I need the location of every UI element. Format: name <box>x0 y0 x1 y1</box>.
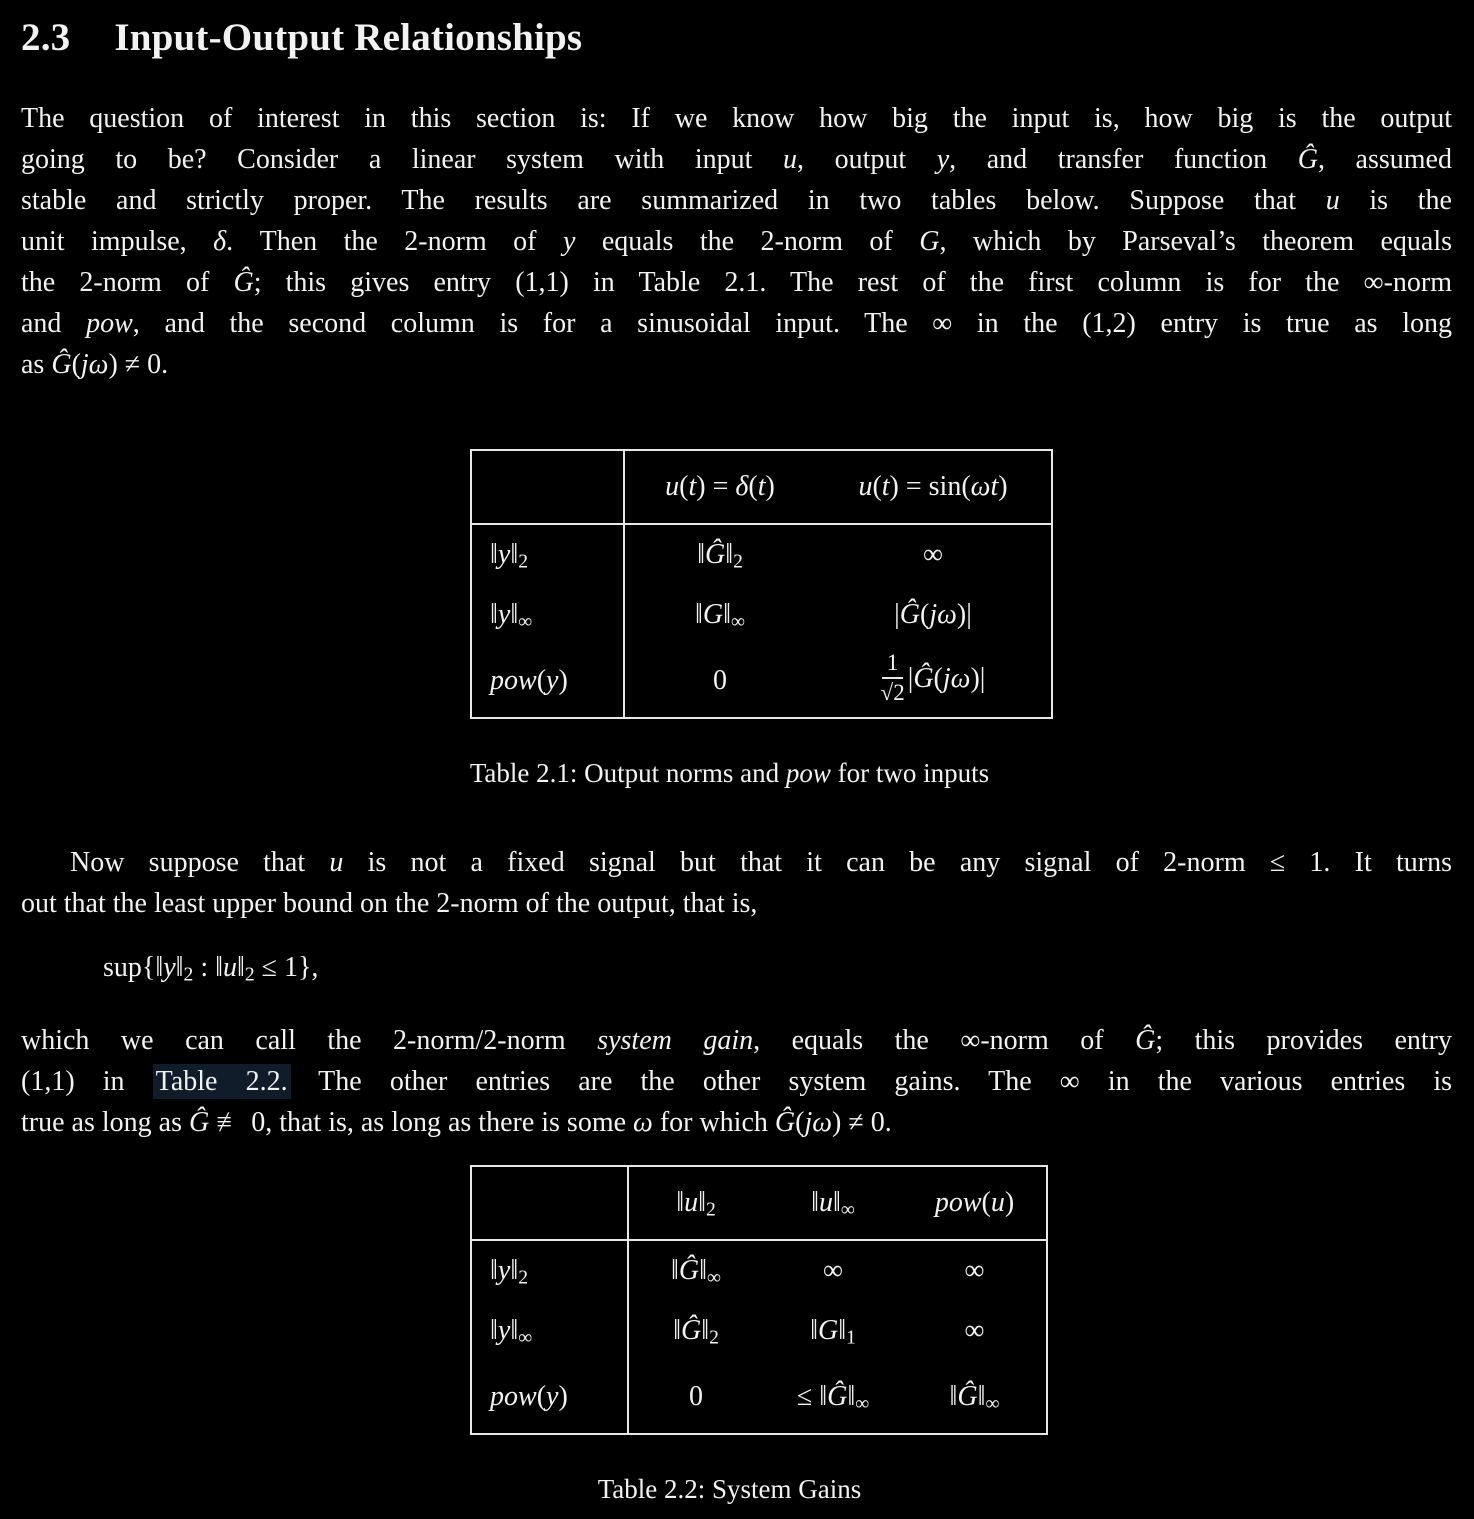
text-run: ‖ <box>490 1315 498 1346</box>
text-run: ( <box>748 471 758 502</box>
text-run: going to be? Consider a linear system with input <box>21 144 784 175</box>
text-run: Ĝ <box>188 1107 210 1138</box>
text-run: ‖ <box>838 1315 847 1346</box>
paragraph-3 <box>21 1020 1452 1143</box>
table-cell <box>763 1361 903 1434</box>
text-run: ‖ <box>949 1381 958 1412</box>
paragraph-2 <box>21 842 1452 924</box>
text-run: 1 <box>846 1327 856 1349</box>
text-run: ( <box>536 1381 547 1412</box>
table-cell <box>763 1240 903 1301</box>
table-cell <box>903 1301 1047 1361</box>
text-run: Ĝ <box>1297 144 1318 175</box>
row-label-y-infnorm <box>471 585 624 645</box>
text-run: 2 <box>183 964 194 986</box>
text-run: ) <box>558 1381 568 1412</box>
text-run: ≢ 0, that is, as long as there is some <box>209 1107 634 1138</box>
table-2-1-header-row <box>471 450 1052 524</box>
text-run: | <box>894 599 900 630</box>
text-run: G <box>919 226 940 257</box>
text-line <box>21 344 1452 385</box>
text-run: u <box>329 847 344 878</box>
text-run: u <box>665 471 680 502</box>
text-run: , and the second column is for a sinusoidal input. The ∞ in the (1,2) entry is true as long <box>132 308 1452 339</box>
text-run: Ĝ <box>827 1381 848 1412</box>
text-run: u <box>222 952 237 983</box>
text-run: Ĝ <box>233 267 254 298</box>
text-run: Ĝ <box>51 349 72 380</box>
text-run: ∞ <box>823 1255 843 1286</box>
text-run: ) <box>765 471 775 502</box>
row-label-pow-y <box>471 1361 628 1434</box>
text-run: 2 <box>518 551 528 573</box>
text-run: ∞ <box>964 1255 985 1286</box>
row-label-pow-y <box>471 645 624 718</box>
text-line <box>21 262 1452 303</box>
text-run: ‖ <box>701 1315 710 1346</box>
text-run: δ <box>735 471 749 502</box>
text-run: ‖ <box>725 539 734 570</box>
table-cell <box>903 1361 1047 1434</box>
table-2-2 <box>470 1165 1048 1435</box>
table-cell <box>624 645 815 718</box>
text-run: Ĝ <box>680 1315 702 1346</box>
text-line <box>21 1061 1452 1102</box>
text-line <box>21 883 1452 924</box>
text-run: Table 2.2: System Gains <box>597 1474 862 1504</box>
text-run: ‖ <box>510 539 519 570</box>
table-2-2-col-header-pow-u <box>903 1166 1047 1240</box>
text-run: ∞ <box>518 1327 533 1349</box>
text-run: ≤ 1}, <box>254 952 319 983</box>
text-run: jω <box>942 663 971 695</box>
text-run: system gain <box>597 1025 754 1056</box>
text-run: u <box>990 1187 1005 1218</box>
text-run: for which <box>652 1107 775 1138</box>
table-2-2-corner-cell <box>471 1166 628 1240</box>
text-run: ‖ <box>510 1315 519 1346</box>
table-2-1 <box>470 449 1053 719</box>
text-run: Ĝ <box>678 1255 700 1286</box>
table-row <box>471 1361 1047 1434</box>
text-run: 2 <box>733 551 743 573</box>
text-run: ) = <box>696 471 736 502</box>
text-run: y <box>546 1381 559 1412</box>
table-cell <box>763 1301 903 1361</box>
table-cell <box>628 1361 763 1434</box>
text-run: true as long as <box>21 1107 189 1138</box>
text-run: ; this provides entry <box>1155 1025 1453 1056</box>
text-run: y <box>497 1255 511 1286</box>
table-row <box>471 524 1052 585</box>
text-run: which we can call the 2-norm/2-norm <box>21 1025 598 1056</box>
row-label-y-infnorm <box>471 1301 628 1361</box>
text-run: ‖ <box>490 599 498 630</box>
text-run: pow <box>785 758 831 788</box>
text-run: is the <box>1339 185 1452 216</box>
text-run: y <box>163 952 176 983</box>
text-run: ‖ <box>847 1381 856 1412</box>
table-cell <box>815 585 1052 645</box>
text-run: ) <box>1004 1187 1015 1218</box>
table-2-2-link[interactable]: Table 2.2. <box>153 1064 291 1099</box>
text-run: ( <box>795 1107 805 1138</box>
text-run: 0 <box>713 665 727 696</box>
text-run: u <box>684 1187 699 1218</box>
fraction: $\frac{1}{√2}$ <box>880 650 905 705</box>
text-run: ( <box>920 599 930 630</box>
table-row <box>471 1301 1047 1361</box>
table-cell <box>903 1240 1047 1301</box>
text-run: ( <box>536 665 547 696</box>
text-run: ‖ <box>699 1255 707 1286</box>
text-line <box>21 139 1452 180</box>
text-run: Ĝ <box>774 1107 796 1138</box>
text-run: 2 <box>518 1267 528 1289</box>
text-run: ‖ <box>811 1187 820 1218</box>
table-2-1-caption <box>21 753 1452 794</box>
text-line <box>21 221 1452 262</box>
text-run: y <box>497 539 511 570</box>
text-run: )| <box>956 599 972 630</box>
text-run: jω <box>804 1107 833 1138</box>
text-run: ‖ <box>175 952 184 983</box>
section-heading <box>21 16 1452 60</box>
text-run: : ‖ <box>193 952 223 983</box>
sup-equation <box>21 944 1452 992</box>
text-run: ) <box>558 665 568 696</box>
table-cell <box>624 585 815 645</box>
table-row <box>471 585 1052 645</box>
text-run: t <box>881 471 890 502</box>
text-run: ‖ <box>510 599 519 630</box>
text-run: ) <box>998 471 1008 502</box>
text-run: ‖ <box>490 539 498 570</box>
text-run: y <box>936 144 950 175</box>
text-run: δ <box>213 226 227 257</box>
text-run: y <box>497 599 511 630</box>
text-run: ∞ <box>731 611 745 633</box>
text-run: ‖ <box>698 1187 706 1218</box>
text-run: | <box>907 663 914 695</box>
text-run: Ĝ <box>913 663 934 695</box>
text-run: ‖ <box>236 952 245 983</box>
text-run: ‖ <box>695 599 703 630</box>
text-run: 2 <box>709 1327 719 1349</box>
text-run: ‖ <box>510 1255 519 1286</box>
text-run: ‖ <box>671 1255 679 1286</box>
text-run: ‖ <box>697 539 705 570</box>
text-run: ( <box>679 471 689 502</box>
table-cell <box>628 1301 763 1361</box>
text-run: ( <box>872 471 882 502</box>
text-line <box>21 842 1452 883</box>
table-cell <box>628 1240 763 1301</box>
text-line <box>21 1102 1452 1143</box>
text-run: for two inputs <box>830 758 990 788</box>
text-run: stable and strictly proper. The results are summarized in two tables below. Suppose that <box>21 185 1326 216</box>
text-run: The question of interest in this section is: If we know how big the input is, how big is the output <box>21 103 1452 134</box>
text-run: u <box>1325 185 1340 216</box>
text-run: u <box>783 144 798 175</box>
text-run: Ĝ <box>899 599 920 630</box>
text-run: Table 2.1: Output norms and <box>469 758 786 788</box>
text-run: y <box>497 1315 511 1346</box>
text-run: y <box>546 665 559 696</box>
text-run: pow <box>490 1381 537 1412</box>
text-run: The other entries are the other system gains. The ∞ in the various entries is <box>290 1066 1452 1097</box>
text-run: ( <box>933 663 943 695</box>
text-run: ) = sin( <box>889 471 971 502</box>
text-run: y <box>562 226 576 257</box>
text-run: 0 <box>689 1381 703 1412</box>
text-run: ‖ <box>673 1315 681 1346</box>
text-run: ( <box>981 1187 991 1218</box>
text-run: 2 <box>705 1199 716 1221</box>
table-cell <box>815 524 1052 585</box>
section-number: 2.3 <box>21 16 71 59</box>
text-run: ∞ <box>855 1393 870 1415</box>
text-run: jω <box>929 599 957 630</box>
text-run: G <box>702 599 724 630</box>
text-run: ) ≠ 0. <box>832 1107 892 1138</box>
text-run: ωt <box>970 471 999 502</box>
text-run: Now suppose that <box>70 847 330 878</box>
text-run: ∞ <box>964 1315 985 1346</box>
table-2-2-header-row <box>471 1166 1047 1240</box>
text-run: ) ≠ 0. <box>108 349 169 380</box>
text-run: , and transfer function <box>949 144 1298 175</box>
text-run: t <box>688 471 697 502</box>
text-run: ∞ <box>840 1199 855 1221</box>
table-row <box>471 1240 1047 1301</box>
table-2-2-col-header-u-2norm <box>628 1166 763 1240</box>
text-run: the 2-norm of <box>21 267 234 298</box>
text-run: pow <box>86 308 133 339</box>
table-2-2-col-header-u-infnorm <box>763 1166 903 1240</box>
text-run: pow <box>490 665 537 696</box>
text-run: ‖ <box>723 599 731 630</box>
text-run: Ĝ <box>1135 1025 1156 1056</box>
text-line <box>21 98 1452 139</box>
text-run: t <box>757 471 766 502</box>
table-2-1-col-header-sinusoid <box>815 450 1052 524</box>
row-label-y-2norm <box>471 1240 628 1301</box>
paragraph-intro <box>21 98 1452 385</box>
table-2-1-col-header-impulse <box>624 450 815 524</box>
text-run: ω <box>633 1107 653 1138</box>
text-run: unit impulse, <box>21 226 214 257</box>
text-run: 2 <box>244 964 255 986</box>
text-run: ‖ <box>977 1381 986 1412</box>
text-run: . Then the 2-norm of <box>226 226 563 257</box>
text-run: out that the least upper bound on the 2-norm of the output, that is, <box>21 888 758 919</box>
table-cell <box>624 524 815 585</box>
text-run: ∞ <box>518 611 533 633</box>
text-run: ∞ <box>985 1393 1000 1415</box>
text-line <box>21 180 1452 221</box>
text-run: ( <box>71 349 81 380</box>
text-run: ‖ <box>676 1187 685 1218</box>
table-2-1-corner-cell <box>471 450 624 524</box>
text-run: jω <box>80 349 109 380</box>
table-row <box>471 645 1052 718</box>
text-run: u <box>819 1187 834 1218</box>
text-run: ∞ <box>707 1267 721 1289</box>
row-label-y-2norm <box>471 524 624 585</box>
text-run: , output <box>797 144 937 175</box>
text-run: ≤ ‖ <box>796 1381 828 1412</box>
text-run: sup{‖ <box>103 952 164 983</box>
text-run: , assumed <box>1317 144 1452 175</box>
text-line <box>21 303 1452 344</box>
text-run: Ĝ <box>957 1381 978 1412</box>
text-run: )| <box>970 663 986 695</box>
text-run: ; this gives entry (1,1) in Table 2.1. The rest of the first column is for the ∞-norm <box>253 267 1452 298</box>
text-run: , equals the ∞-norm of <box>753 1025 1136 1056</box>
text-run: Ĝ <box>704 539 726 570</box>
text-line <box>21 1020 1452 1061</box>
text-run: u <box>858 471 873 502</box>
text-run: is not a fixed signal but that it can be any signal of 2-norm ≤ 1. It turns <box>343 847 1453 878</box>
text-run: ∞ <box>923 539 943 570</box>
table-2-2-caption <box>21 1469 1452 1510</box>
text-run: ‖ <box>833 1187 841 1218</box>
text-run: ‖ <box>490 1255 498 1286</box>
text-run: and <box>21 308 87 339</box>
table-cell <box>815 645 1052 718</box>
text-run: equals the 2-norm of <box>575 226 920 257</box>
text-run: as <box>21 349 52 380</box>
text-run: (1,1) in <box>21 1066 153 1097</box>
text-run: pow <box>934 1187 982 1218</box>
text-run: , which by Parseval’s theorem equals <box>939 226 1453 257</box>
section-title: Input-Output Relationships <box>114 16 583 59</box>
text-run: ‖ <box>810 1315 818 1346</box>
text-run: G <box>817 1315 839 1346</box>
